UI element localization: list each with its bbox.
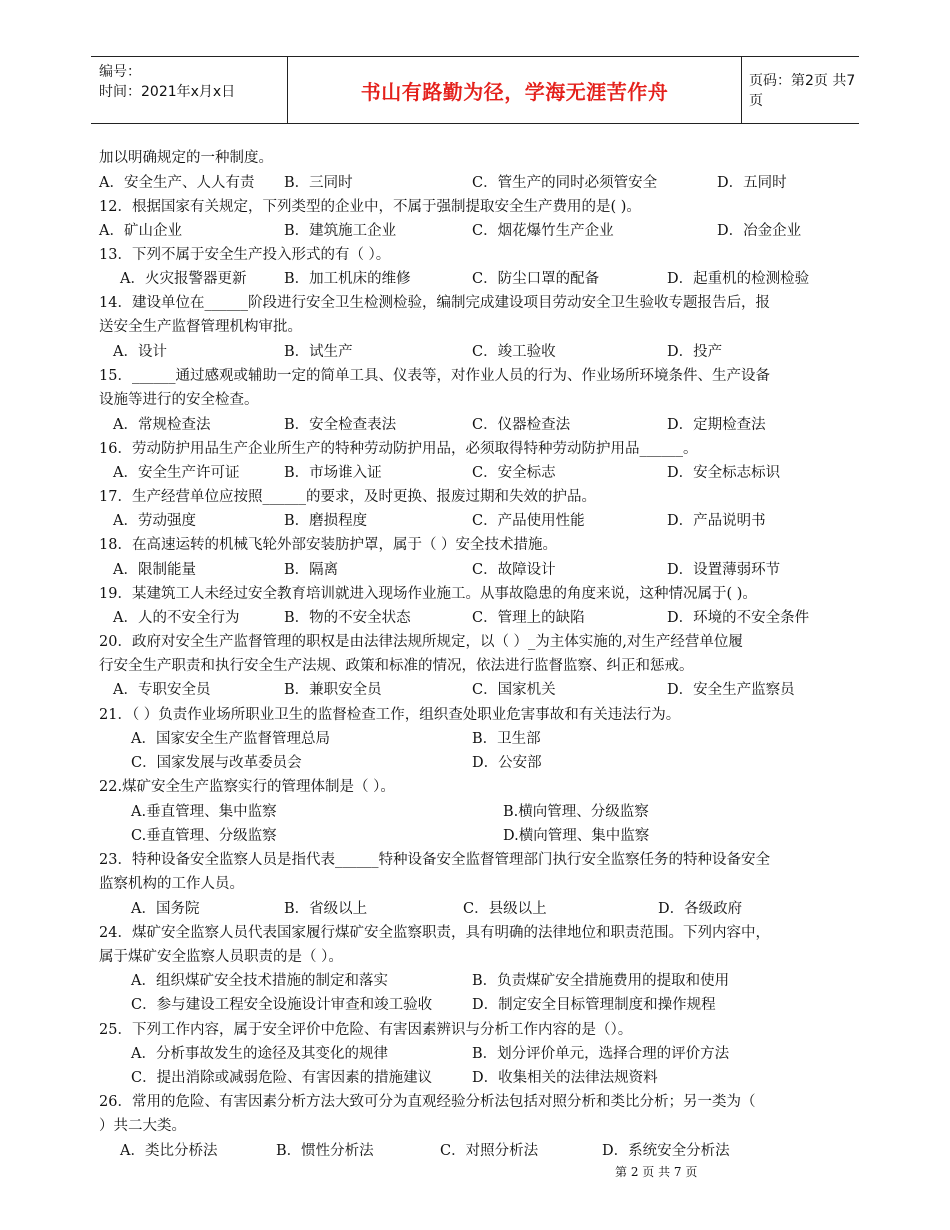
q11-option-b: B．三同时: [284, 175, 353, 191]
q12-option-c: C．烟花爆竹生产企业: [472, 223, 614, 239]
q14-option-a: A．设计: [113, 344, 167, 360]
q23-option-d: D．各级政府: [658, 901, 743, 917]
q15-option-d: D．定期检查法: [667, 417, 766, 433]
q17-option-a: A．劳动强度: [113, 513, 196, 529]
q17-question: 17．生产经营单位应按照______的要求，及时更换、报废过期和失效的护品。: [99, 489, 596, 505]
q26-option-d: D．系统安全分析法: [602, 1143, 730, 1159]
q22-option-d: D.横向管理、集中监察: [503, 828, 650, 844]
q16-option-d: D．安全标志标识: [667, 465, 781, 481]
q19-option-d: D．环境的不安全条件: [667, 610, 810, 626]
q23-option-a: A．国务院: [131, 901, 200, 917]
q15-option-a: A．常规检查法: [113, 417, 211, 433]
q17-option-c: C．产品使用性能: [472, 513, 585, 529]
q23-option-c: C．县级以上: [463, 901, 547, 917]
q16-option-b: B．市场谁入证: [284, 465, 382, 481]
q26-option-c: C．对照分析法: [440, 1143, 539, 1159]
q20-question-cont: 行安全生产职责和执行安全生产法规、政策和标准的情况，依法进行监督监察、纠正和惩戒。: [99, 658, 694, 674]
q24-question: 24．煤矿安全监察人员代表国家履行煤矿安全监察职责，具有明确的法律地位和职责范围。下列内容中，: [99, 925, 770, 941]
q18-option-d: D．设置薄弱环节: [667, 562, 781, 578]
q12-option-d: D．冶金企业: [717, 223, 802, 239]
q20-option-d: D．安全生产监察员: [667, 682, 795, 698]
q25-option-c: C．提出消除或减弱危险、有害因素的措施建议: [131, 1070, 433, 1086]
q25-question: 25．下列工作内容，属于安全评价中危险、有害因素辨识与分析工作内容的是（）。: [99, 1022, 633, 1038]
q23-question-cont: 监察机构的工作人员。: [99, 876, 244, 892]
q22-option-a: A.垂直管理、集中监察: [131, 804, 277, 820]
q18-option-c: C．故障设计: [472, 562, 556, 578]
header-page-number: 页码：第2页 共7页: [749, 73, 856, 109]
q17-option-b: B．磨损程度: [284, 513, 368, 529]
q24-option-b: B．负责煤矿安全措施费用的提取和使用: [472, 973, 730, 989]
header-meta: [91, 57, 287, 123]
q11-option-c: C．管生产的同时必须管安全: [472, 175, 658, 191]
document-time: 时间：2021年x月x日: [99, 84, 236, 100]
q21-question: 21．（ ）负责作业场所职业卫生的监督检查工作，组织查处职业危害事故和有关违法行为。: [99, 707, 681, 723]
q13-option-b: B．加工机床的维修: [284, 271, 411, 287]
q13-question: 13．下列不属于安全生产投入形式的有（ ）。: [99, 247, 391, 263]
q24-question-cont: 属于煤矿安全监察人员职责的是（ ）。: [99, 949, 343, 965]
q13-option-a: A．火灾报警器更新: [120, 271, 247, 287]
q22-option-c: C.垂直管理、分级监察: [131, 828, 277, 844]
q26-question-cont: ）共二大类。: [99, 1118, 186, 1134]
header-motto: 书山有路勤为径，学海无涯苦作舟: [360, 79, 669, 104]
q26-question: 26．常用的危险、有害因素分析方法大致可分为直观经验分析法包括对照分析和类比分析；另一类为（: [99, 1094, 756, 1110]
q19-option-b: B．物的不安全状态: [284, 610, 411, 626]
q13-option-d: D．起重机的检测检验: [667, 271, 810, 287]
q15-question-cont: 设施等进行的安全检查。: [99, 392, 259, 408]
q22-question: 22.煤矿安全生产监察实行的管理体制是（ ）。: [99, 779, 395, 795]
q21-option-b: B．卫生部: [472, 731, 541, 747]
q22-option-b: B.横向管理、分级监察: [503, 804, 649, 820]
q16-option-a: A．安全生产许可证: [113, 465, 240, 481]
q25-option-d: D．收集相关的法律法规资料: [472, 1070, 658, 1086]
q21-option-a: A．国家安全生产监督管理总局: [131, 731, 330, 747]
header-motto-cell: [287, 57, 742, 123]
q24-option-c: C．参与建设工程安全设施设计审查和竣工验收: [131, 997, 433, 1013]
q13-option-c: C．防尘口罩的配备: [472, 271, 600, 287]
q12-option-b: B．建筑施工企业: [284, 223, 397, 239]
q19-question: 19．某建筑工人未经过安全教育培训就进入现场作业施工。从事故隐患的角度来说，这种情况属于( )。: [99, 586, 757, 602]
q26-option-a: A．类比分桥法: [120, 1143, 218, 1159]
q21-option-c: C．国家发展与改革委员会: [131, 755, 302, 771]
q17-option-d: D．产品说明书: [667, 513, 766, 529]
q15-question: 15．______通过感观或辅助一定的简单工具、仪表等，对作业人员的行为、作业场所环境条件、生产设备: [99, 368, 770, 384]
q23-question: 23．特种设备安全监察人员是指代表______特种设备安全监督管理部门执行安全监察任务的特种设备安全: [99, 852, 770, 868]
q14-question-cont: 送安全生产监督管理机构审批。: [99, 319, 302, 335]
q18-question: 18．在高速运转的机械飞轮外部安装肪护罩，属于（ ）安全技术措施。: [99, 537, 558, 553]
q12-question: 12．根据国家有关规定，下列类型的企业中，不属于强制提取安全生产费用的是( )。: [99, 199, 641, 215]
page-header: [91, 56, 859, 124]
q11-option-a: A．安全生产、人人有责: [99, 175, 255, 191]
q20-option-b: B．兼职安全员: [284, 682, 382, 698]
q14-option-c: C．竣工验收: [472, 344, 556, 360]
q18-option-b: B．隔离: [284, 562, 339, 578]
q18-option-a: A．限制能量: [113, 562, 196, 578]
q19-option-a: A．人的不安全行为: [113, 610, 240, 626]
q14-option-d: D．投产: [667, 344, 723, 360]
q20-option-a: A．专职安全员: [113, 682, 211, 698]
q24-option-a: A．组织煤矿安全技术措施的制定和落实: [131, 973, 388, 989]
q23-option-b: B．省级以上: [284, 901, 368, 917]
q14-question: 14．建设单位在______阶段进行安全卫生检测检验，编制完成建设项目劳动安全卫生验收专题报告后，报: [99, 295, 770, 311]
page-footer: 第 2 页 共 7 页: [615, 1165, 698, 1179]
q16-option-c: C．安全标志: [472, 465, 556, 481]
continuation-line: 加以明确规定的一种制度。: [99, 150, 273, 166]
q25-option-a: A．分析事故发生的途径及其变化的规律: [131, 1046, 388, 1062]
q26-option-b: B．惯性分析法: [276, 1143, 374, 1159]
q16-question: 16．劳动防护用品生产企业所生产的特种劳动防护用品，必须取得特种劳动防护用品______。: [99, 441, 698, 457]
q12-option-a: A．矿山企业: [99, 223, 182, 239]
q25-option-b: B．划分评价单元，选择合理的评价方法: [472, 1046, 730, 1062]
q24-option-d: D．制定安全目标管理制度和操作规程: [472, 997, 716, 1013]
q20-option-c: C．国家机关: [472, 682, 556, 698]
q21-option-d: D．公安部: [472, 755, 542, 771]
q15-option-b: B．安全检查表法: [284, 417, 397, 433]
q14-option-b: B．试生产: [284, 344, 353, 360]
q15-option-c: C．仪器检查法: [472, 417, 571, 433]
q19-option-c: C．管理上的缺陷: [472, 610, 585, 626]
q20-question: 20．政府对安全生产监督管理的职权是由法律法规所规定，以（ ）_为主体实施的,对生产经营单位履: [99, 634, 743, 650]
document-number: 编号：: [99, 64, 141, 80]
q11-option-d: D．五同时: [717, 175, 787, 191]
